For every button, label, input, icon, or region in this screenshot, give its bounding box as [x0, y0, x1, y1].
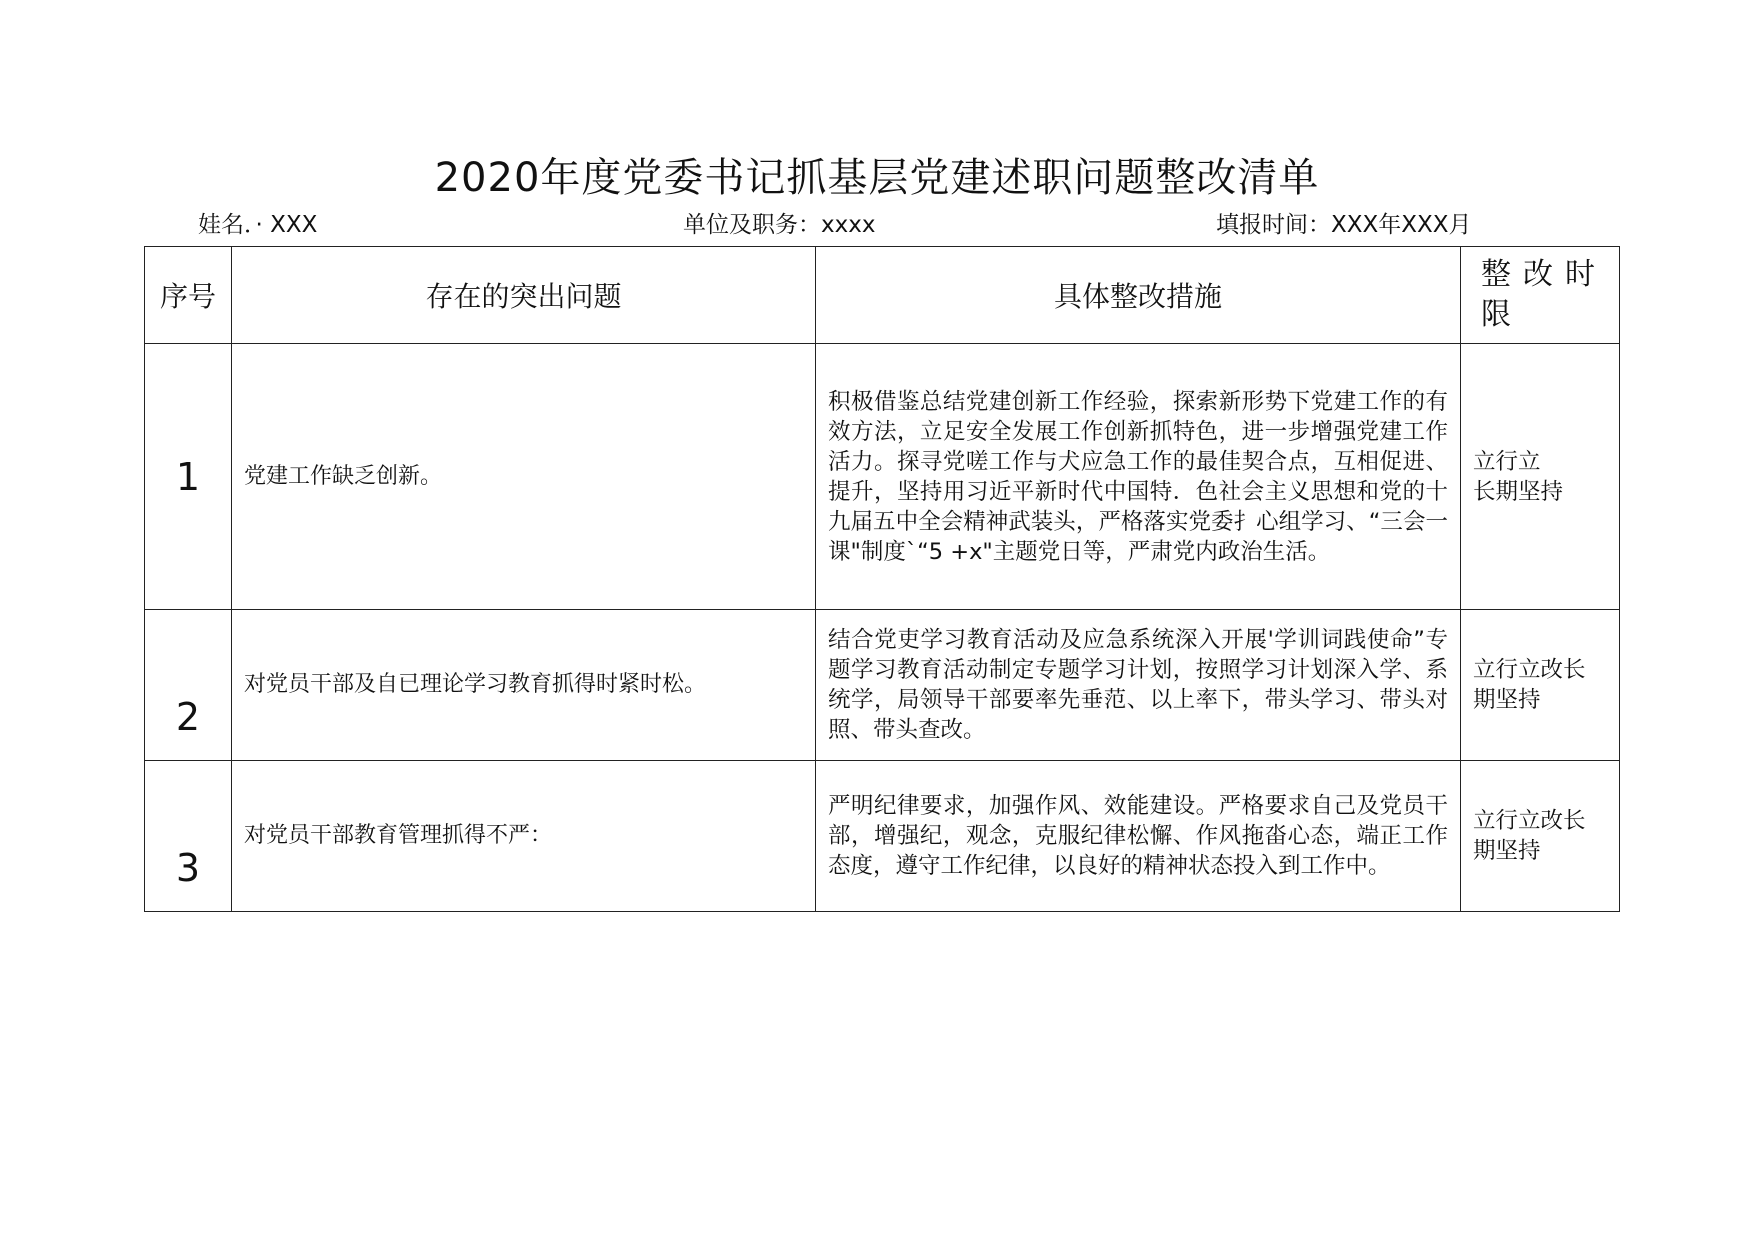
header-deadline: 整改时限	[1461, 247, 1620, 344]
cell-deadline	[1461, 344, 1620, 610]
cell-problem: 对党员干部教育管理抓得不严：	[232, 761, 816, 912]
cell-seq	[145, 761, 232, 912]
info-name: 娃名．· XXX	[198, 212, 318, 238]
header-seq: 序号	[145, 247, 232, 344]
cell-seq	[145, 344, 232, 610]
table-header-row	[145, 247, 1620, 344]
deadline-text: 立行立 长期坚持	[1473, 448, 1564, 505]
cell-measure: 积极借鉴总结党建创新工作经验，探索新形势下党建工作的有效方法，立足安全发展工作创新抓特色，进一步增强党建工作活力。探寻党嗟工作与犬应急工作的最佳契合点，互相促进、提升，坚持用习近平新时代中国特．色社会主义思想和党的十九届五中全会精神武装头，严格落实党委扌心组学习、“三会一课"制度`“5 +x"主题党日等，严肃党内政治生活。	[816, 344, 1461, 610]
cell-deadline: 立行立改长期坚持	[1461, 761, 1620, 912]
rectification-table	[144, 246, 1620, 912]
table-row	[145, 761, 1620, 912]
cell-problem: 党建工作缺乏创新。	[232, 344, 816, 610]
info-date: 填报时间：XXX年XXX月	[1216, 212, 1472, 238]
cell-deadline: 立行立改长期坚持	[1461, 610, 1620, 761]
table-row	[145, 344, 1620, 610]
row-number: 1	[175, 454, 201, 499]
header-problem: 存在的突出问题	[232, 247, 816, 344]
header-measure: 具体整改措施	[816, 247, 1461, 344]
cell-measure: 结合党吏学习教育活动及应急系统深入开展'学训词践使命”专题学习教育活动制定专题学习计划，按照学习计划深入学、系统学，局领导干部要率先垂范、以上率下，带头学习、带头对照、带头查改。	[816, 610, 1461, 761]
cell-seq	[145, 610, 232, 761]
row-number: 3	[175, 846, 201, 890]
row-number: 2	[175, 695, 201, 739]
info-unit: 单位及职务：xxxx	[683, 212, 876, 238]
cell-measure: 严明纪律要求，加强作风、效能建设。严格要求自己及党员干部，增强纪，观念，克服纪律松懈、作风拖畓心态，端正工作态度，遵守工作纪律，以良好的精神状态投入到工作中。	[816, 761, 1461, 912]
cell-problem: 对党员干部及自已理论学习教育抓得时紧时松。	[232, 610, 816, 761]
page-title: 2020年度党委书记抓基层党建述职问题整改清单	[434, 155, 1320, 201]
table-row	[145, 610, 1620, 761]
